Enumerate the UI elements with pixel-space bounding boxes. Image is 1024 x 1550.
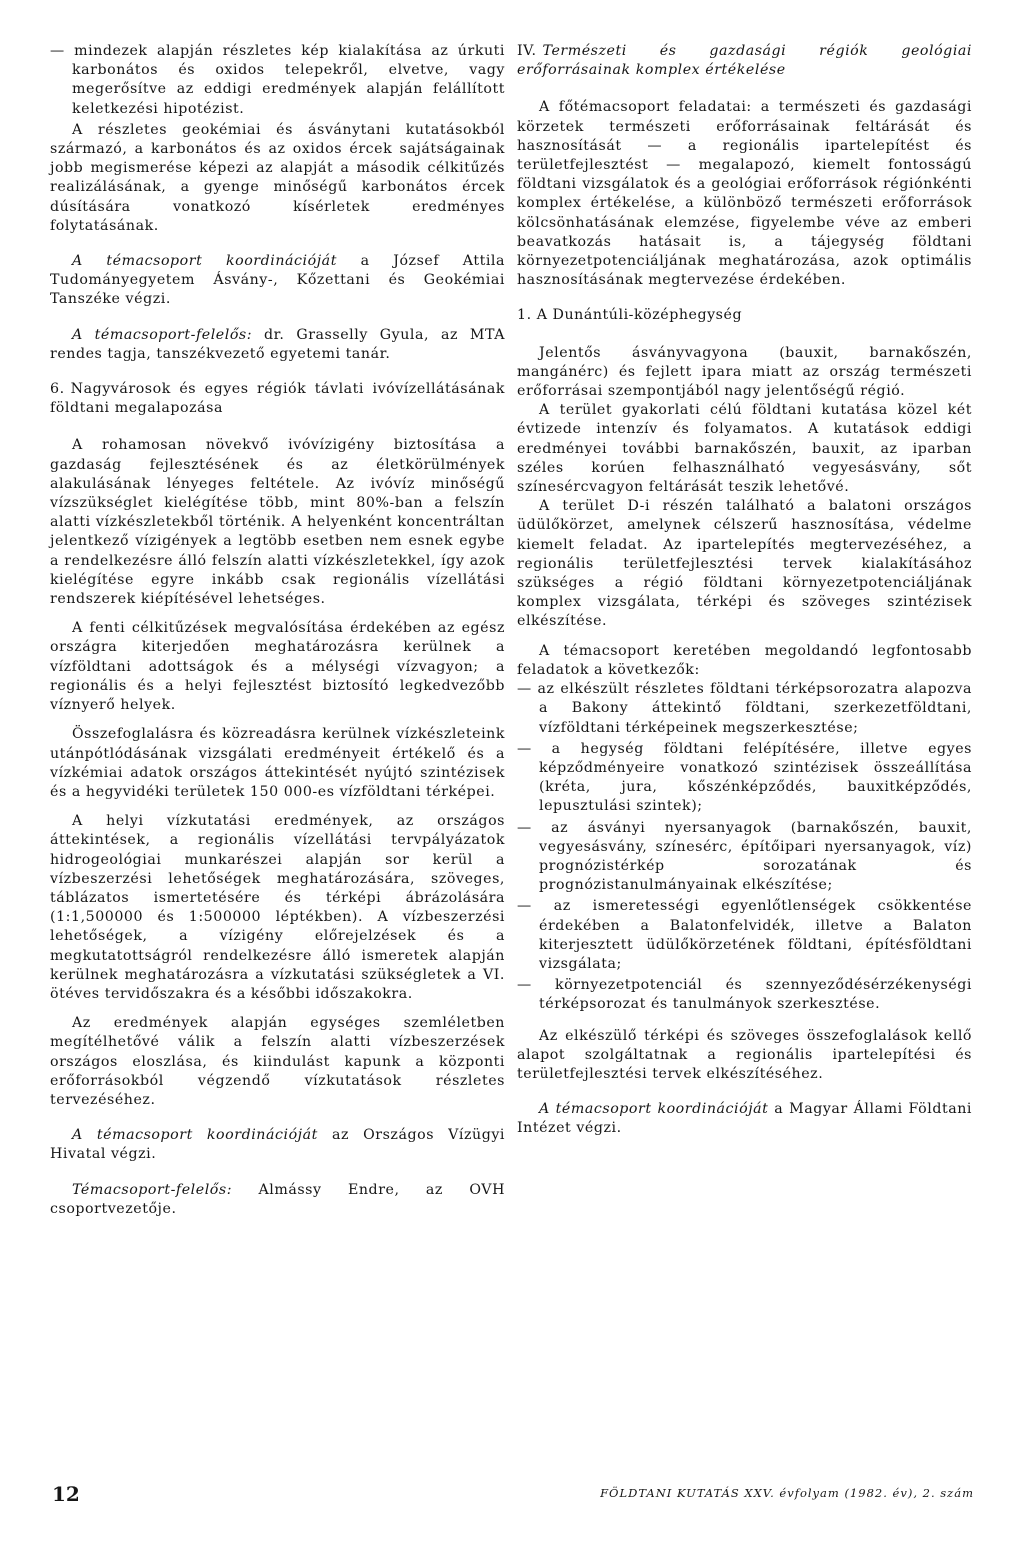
right-column — [517, 42, 972, 1155]
coordination-text: a Magyar Állami Földtani Intézet végzi. — [517, 1101, 972, 1137]
coordination-note — [50, 1126, 505, 1164]
paragraph: A témacsoport keretében megoldandó legfontosabb feladatok a következők: — [517, 642, 972, 678]
paragraph: A rohamosan növekvő ivóvízigény biztosítása a gazdaság fejlesztésének és az életkörülmények alakulásának lényeges feltétele. Az ivóvíz minőségű vízszükséglet kielégítése több, mint 80%-ban a felszín alatti vízkészletekből történik. A helyenként koncentráltan jelentkező vízigények a legtöbb esetben nem esnek egybe a rendelkezésre álló felszín alatti vízkészletekkel, így azok kielégítése egyre inkább csak regionális vízellátási rendszerek kiépítésével lehetséges. — [50, 437, 505, 608]
list-item: — az elkészült részletes földtani térképsorozatra alapozva a Bakony áttekintő földtani, szerkezetföldtani, vízföldtani térképeinek megszerkesztése; — [517, 681, 972, 736]
left-column — [50, 42, 505, 1235]
section-title: Nagyvárosok és egyes régiók távlati ivóvízellátásának földtani megalapozása — [50, 381, 505, 417]
coordination-note — [50, 252, 505, 310]
responsible-note — [50, 326, 505, 364]
responsible-text: dr. Grasselly Gyula, az MTA rendes tagja, tanszékvezető egyetemi tanár. — [50, 326, 505, 362]
list-item: — az ismeretességi egyenlőtlenségek csökkentése érdekében a Balatonfelvidék, illetve a Balaton kiterjesztett üdülőkörzetének földtani, építésföldtani vizsgálata; — [517, 898, 972, 972]
page-footer — [52, 1482, 974, 1512]
subsection-heading: 1. A Dunántúli-középhegység — [517, 307, 743, 324]
section-number: 6. — [50, 381, 65, 398]
paragraph: A főtémacsoport feladatai: a természeti és gazdasági körzetek természeti erőforrásainak feltárását és hasznosítását — a regionális ipartelepítést és területfejlesztést — megalapozó, kiemelt fontosságú földtani vizsgálatok és a geológiai erőforrások régiónkénti komplex értékelése, a különböző természeti erőforrások kölcsönhatásának elemzése, figyelembe véve az emberi beavatkozás hatásait is, a tájegység földtani környezetpotenciáljának meghatározása, azok optimális hasznosításának megtervezése érdekében. — [517, 99, 972, 289]
section-heading-iv — [517, 42, 972, 80]
paragraph: Összefoglalásra és közreadásra kerülnek vízkészleteink utánpótlódásának vizsgálati eredményeit értékelő és a vízkémiai adatok országos áttekintését nyújtó szintézisek és a hegyvidéki területek 150 000-es vízföldtani térképei. — [50, 726, 505, 800]
coordination-text: a József Attila Tudományegyetem Ásvány-, Kőzettani és Geokémiai Tanszéke végzi. — [50, 253, 506, 308]
paragraph: Jelentős ásványvagyona (bauxit, barnakőszén, mangánérc) és fejlett ipara miatt az ország természeti erőforrásai szempontjából nagy jelentőségű régió. — [517, 344, 972, 400]
section-number: IV. — [517, 43, 537, 59]
responsible-label: A témacsoport-felelős: — [72, 326, 253, 343]
responsible-text: Almássy Endre, az OVH csoportvezetője. — [50, 1181, 505, 1217]
responsible-label: Témacsoport-felelős: — [72, 1181, 233, 1198]
coordination-text: az Országos Vízügyi Hivatal végzi. — [50, 1127, 505, 1163]
paragraph: A terület gyakorlati célú földtani kutatása közel két évtizede intenzív és folyamatos. A kutatások eddigi eredményei további barnakőszén, bauxit, az iparban széles korúen felhasználható vegyesásvány, sőt színesércvagyon feltárását teszik lehetővé. — [517, 402, 972, 496]
paragraph: Az elkészülő térképi és szöveges összefoglalások kellő alapot szolgáltatnak a regionális ipartelepítési és területfejlesztési tervek elkészítéséhez. — [517, 1027, 972, 1082]
coordination-label: A témacsoport koordinációját — [72, 1127, 318, 1144]
coordination-label: A témacsoport koordinációját — [72, 253, 337, 270]
list-item: — környezetpotenciál és szennyeződésérzékenységi térképsorozat és tanulmányok szerkesztése. — [517, 977, 972, 1013]
paragraph: A fenti célkitűzések megvalósítása érdekében az egész országra kiterjedően meghatározásra kerülnek a vízföldtani adottságok és a mélységi vízvagyon; a regionális és a helyi fejlesztést biztosító legkedvezőbb víznyerő helyek. — [50, 620, 505, 714]
list-item: — a hegység földtani felépítésére, illetve egyes képződményeire vonatkozó szintézisek összeállítása (kréta, jura, kőszénképződés, bauxitképződés, lepusztulási szintek); — [517, 740, 972, 815]
paragraph: A részletes geokémiai és ásványtani kutatásokból származó, a karbonátos és az oxidos ércek sajátságainak jobb megismerése képezi az alapját a második célkitűzés realizálásának, a gyenge minőségű karbonátos ércek dúsítására vonatkozó kísérletek eredményes folytatásának. — [50, 121, 505, 234]
coordination-note — [517, 1100, 972, 1138]
page-number: 12 — [52, 1482, 80, 1506]
paragraph: A terület D-i részén található a balatoni országos üdülőkörzet, amelynek célszerű hasznosítása, védelme kiemelt feladat. Az ipartelepítés megtervezéséhez, a regionális területfejlesztési tervek kialakításához szükséges a régió földtani környezetpotenciáljának komplex vizsgálata, térképi és szöveges szintézisek elkészítése. — [517, 498, 972, 630]
intro-list-item: — mindezek alapján részletes kép kialakítása az úrkuti karbonátos és oxidos telepekről, elvetve, vagy megerősítve az eddigi eredmények alapján felállított keletkezési hipotézist. — [50, 43, 505, 117]
responsible-note — [50, 1181, 505, 1219]
section-title: Természeti és gazdasági régiók geológiai erőforrásainak komplex értékelése — [517, 43, 972, 79]
coordination-label: A témacsoport koordinációját — [539, 1101, 769, 1118]
journal-reference: FÖLDTANI KUTATÁS XXV. évfolyam (1982. év), 2. szám — [600, 1486, 974, 1500]
paragraph: Az eredmények alapján egységes szemléletben megítélhetővé válik a felszín alatti vízbeszerzések országos eloszlása, és kiindulást kapunk a központi erőforrásokból végzendő vízkutatások részletes tervezéséhez. — [50, 1015, 505, 1108]
section-heading-6 — [50, 380, 505, 418]
paragraph: A helyi vízkutatási eredmények, az országos áttekintések, a regionális vízellátási tervpályázatok hidrogeológiai munkarészei alapján sor kerül a vízbeszerzési lehetőségek meghatározására, szöveges, táblázatos ismertetésére és térképi ábrázolására (1:1,500000 és 1:500000 léptékben). A vízbeszerzési lehetőségek, a vízigény előrejelzések és a megkutatottságról rendelkezésre álló ismeretek alapján kerülnek meghatározásra a vízkutatási szükségletek a VI. ötéves tervidőszakra és a későbbi időszakokra. — [50, 813, 505, 1002]
list-item: — az ásványi nyersanyagok (barnakőszén, bauxit, vegyesásvány, színesérc, építőipari nyersanyagok, víz) prognózistérkép sorozatának és prognózistanulmányainak elkészítése; — [517, 819, 972, 894]
